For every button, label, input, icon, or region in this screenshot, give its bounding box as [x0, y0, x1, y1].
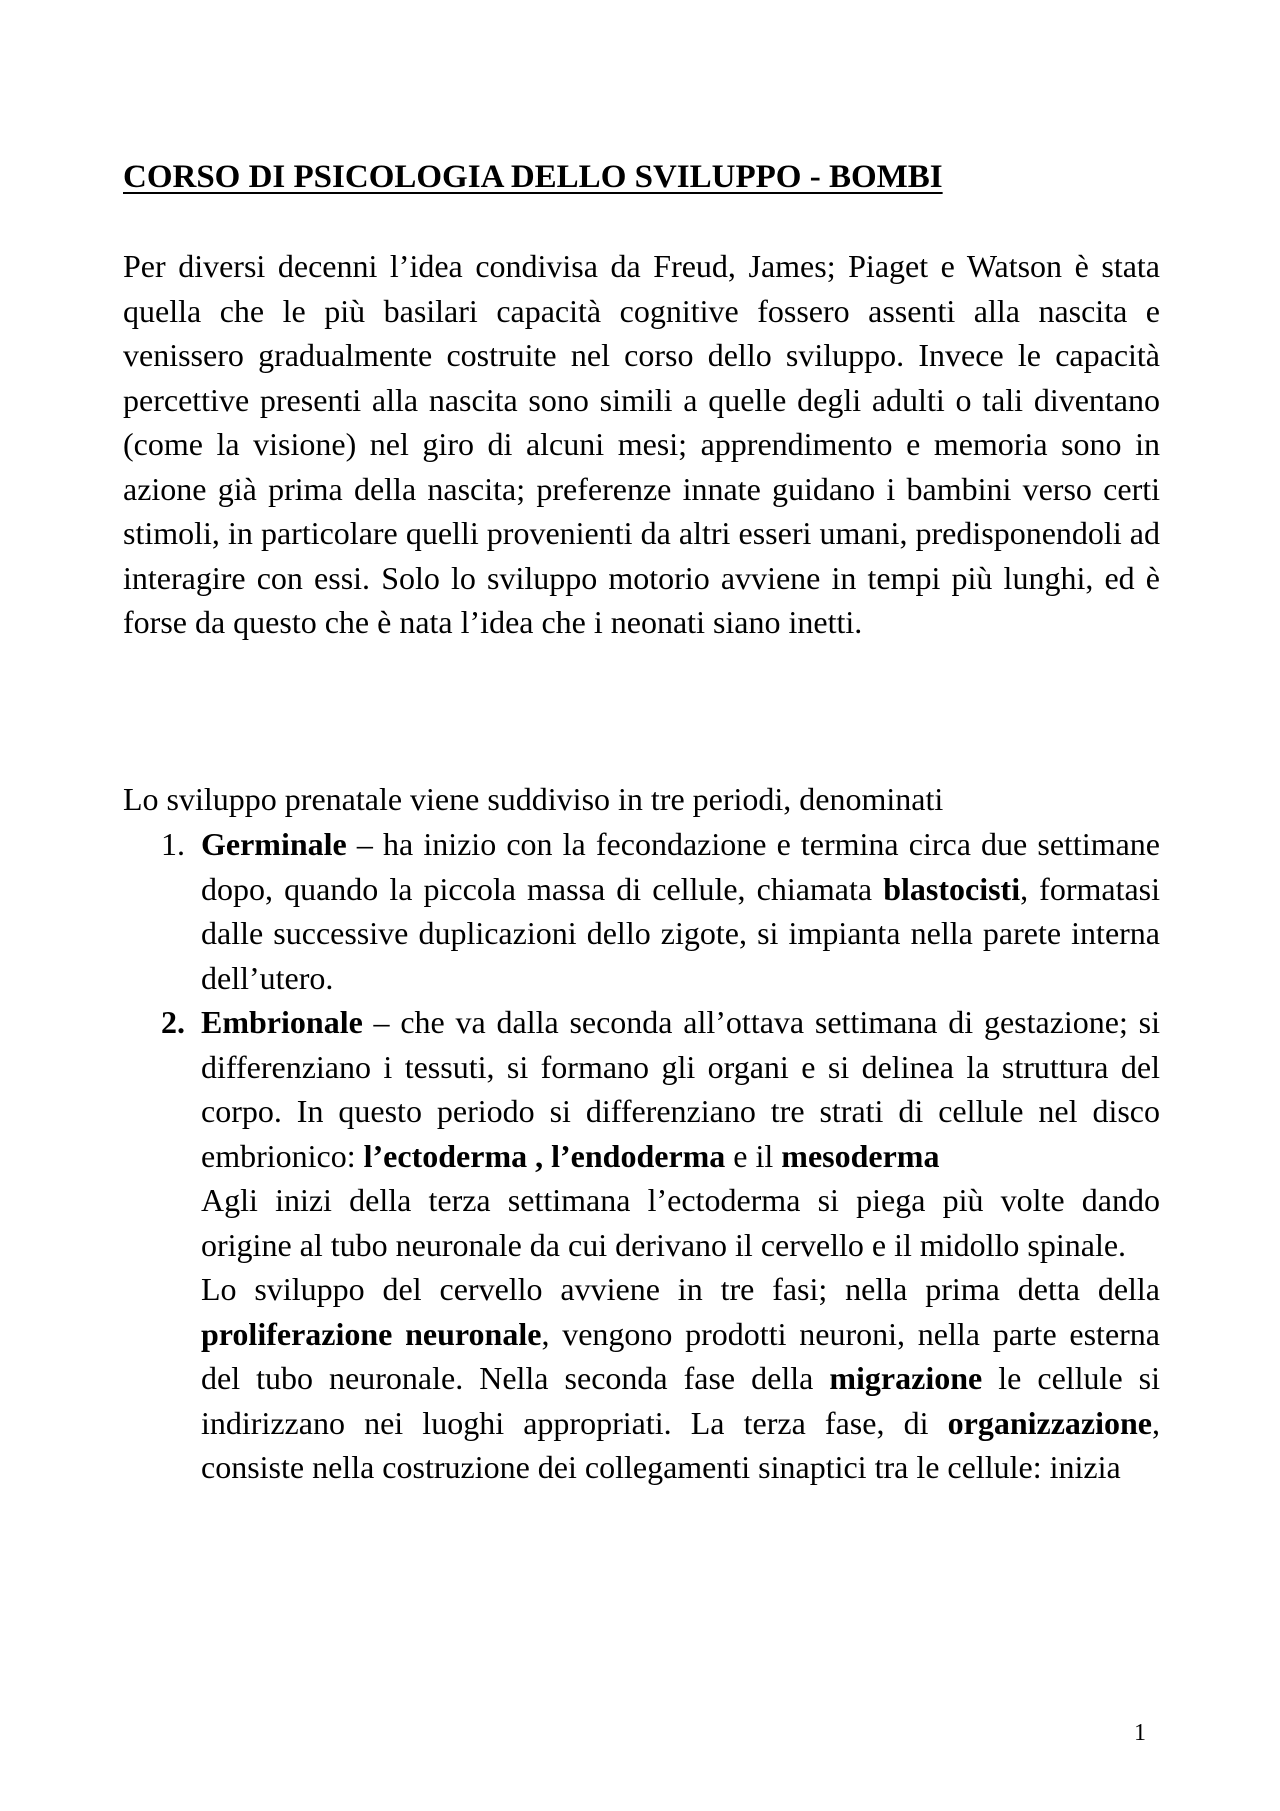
brain-text-c: le cellule si indirizzano nei luoghi appropriati. La terza fase, di — [201, 1360, 1161, 1441]
term-ectoderma-endoderma: l’ectoderma , l’endoderma — [363, 1137, 726, 1174]
intro-paragraph: Per diversi decenni l’idea condivisa da Freud, James; Piaget e Watson è stata quella che le più basilari capacità cognitive fossero assenti alla nascita e venissero gradualmente costruite nel corso dello sviluppo. Invece le capacità percettive presenti alla nascita sono simili a quelle degli adulti o tali diventano (come la visione) nel giro di alcuni mesi; apprendimento e memoria sono in azione già prima della nascita; preferenze innate guidano i bambini verso certi stimoli, in particolare quelli provenienti da altri esseri umani, predisponendoli ad interagire con essi. Solo lo sviluppo motorio avviene in tempi più lunghi, ed è forse da questo che è nata l’idea che i neonati siano inetti. — [123, 248, 1160, 640]
term-germinale: Germinale — [201, 826, 347, 862]
periods-intro-paragraph: Lo sviluppo prenatale viene suddiviso in tre periodi, denominati — [123, 781, 944, 817]
embrionale-text-a: – che va dalla seconda all’ottava settimana di gestazione; si differenziano i tessuti, si formano gli organi e si delinea la struttura del corpo. In questo periodo si differenziano tre strati di cellule nel disco embrionico: — [201, 1004, 1160, 1174]
term-mesoderma: mesoderma — [781, 1137, 940, 1174]
brain-development-paragraph — [201, 1267, 1160, 1490]
neural-tube-paragraph: Agli inizi della terza settimana l’ectoderma si piega più volte dando origine al tubo neuronale da cui derivano il cervello e il midollo spinale. — [201, 1182, 1160, 1263]
document-title: CORSO DI PSICOLOGIA DELLO SVILUPPO - BOMBI — [123, 159, 943, 195]
prenatal-periods-list — [123, 822, 1160, 1490]
germinale-text-b: , formatasi dalle successive duplicazioni dello zigote, si impianta nella parete interna dell’utero. — [201, 870, 1161, 996]
list-item-number: 2. — [161, 1004, 185, 1040]
brain-text-b: , vengono prodotti neuroni, nella parte esterna del tubo neuronale. Nella seconda fase della — [201, 1315, 1161, 1396]
germinale-text-a: – ha inizio con la fecondazione e termina circa due settimane dopo, quando la piccola massa di cellule, chiamata — [201, 826, 1160, 907]
term-migrazione: migrazione — [829, 1360, 983, 1396]
brain-text-d: , consiste nella costruzione dei collegamenti sinaptici tra le cellule: inizia — [201, 1404, 1160, 1485]
term-proliferazione-neuronale: proliferazione neuronale — [201, 1315, 542, 1352]
page-number: 1 — [1134, 1720, 1146, 1746]
embrionale-text-e: e il — [725, 1137, 782, 1174]
term-blastocisti: blastocisti — [883, 870, 1021, 907]
germinale-text — [201, 822, 1160, 1000]
term-organizzazione: organizzazione — [947, 1404, 1152, 1441]
embrionale-text — [201, 1000, 1160, 1178]
list-item-embrionale — [123, 1000, 1160, 1490]
term-embrionale: Embrionale — [201, 1004, 363, 1040]
list-item-number: 1. — [161, 826, 185, 862]
list-item-germinale — [123, 822, 1160, 1000]
brain-text-a: Lo sviluppo del cervello avviene in tre fasi; nella prima detta della — [201, 1271, 1160, 1307]
